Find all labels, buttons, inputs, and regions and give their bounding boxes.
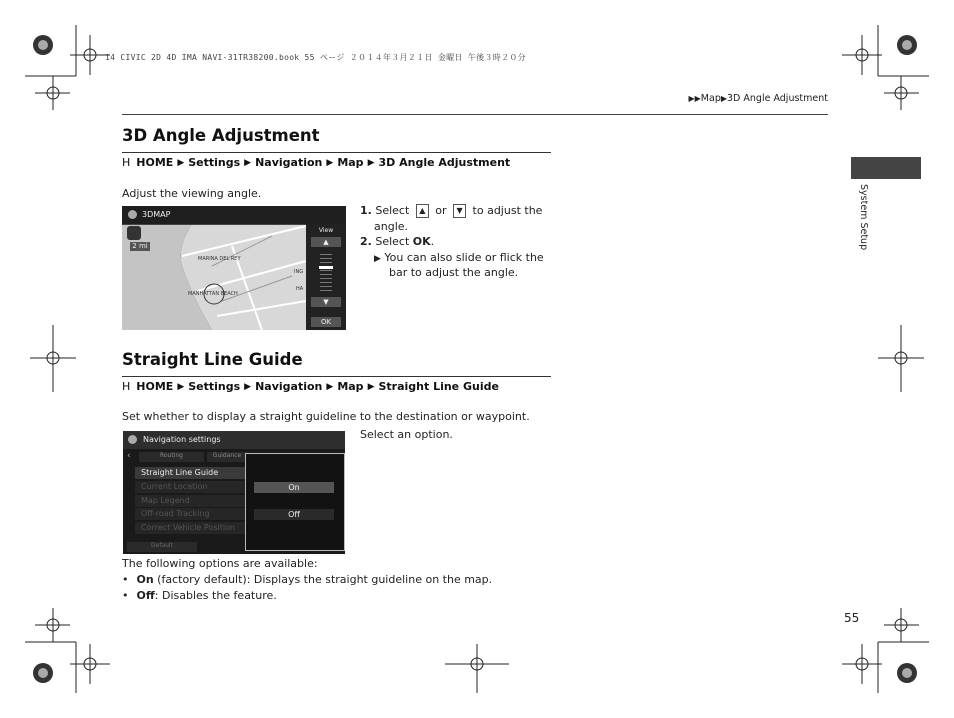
place-manhattan-beach: MANHATTAN BEACH xyxy=(188,291,238,297)
path-home: HOME xyxy=(136,380,174,393)
page-number: 55 xyxy=(844,611,860,625)
note-arrow-icon: ▶ xyxy=(374,254,381,264)
nav-item-offroad[interactable]: Off-road Tracking xyxy=(135,508,253,520)
section-description: Adjust the viewing angle. xyxy=(122,187,262,200)
step-1 xyxy=(360,204,542,218)
place-marina-del-rey: MARINA DEL REY xyxy=(198,256,241,262)
path-settings: Settings xyxy=(188,156,241,169)
note-text: You can also slide or flick the xyxy=(384,251,544,264)
menu-path xyxy=(122,156,510,169)
path-navigation: Navigation xyxy=(255,156,323,169)
option-name: Off xyxy=(136,589,155,602)
gear-icon xyxy=(128,435,137,444)
path-3d-angle: 3D Angle Adjustment xyxy=(378,156,511,169)
step-text: Select xyxy=(375,204,410,217)
path-arrow-icon: ▶ xyxy=(177,157,185,168)
print-header: 14 CIVIC 2D 4D IMA NAVI-31TR38200.book 55 ページ ２０１４年３月２１日 金曜日 午後３時２０分 xyxy=(105,53,526,62)
tab-routing[interactable]: Routing xyxy=(139,452,204,462)
breadcrumb-arrows: ▶▶ xyxy=(688,94,701,103)
breadcrumb-arrow: ▶ xyxy=(720,94,728,103)
list-item xyxy=(122,573,492,586)
option-desc: (factory default): Displays the straight guideline on the map. xyxy=(153,573,493,586)
step-text: or xyxy=(435,204,447,217)
path-arrow-icon: ▶ xyxy=(367,381,375,392)
nav-title: Navigation settings xyxy=(143,435,221,444)
step-ok: OK xyxy=(412,235,431,248)
step-note-continued: bar to adjust the angle. xyxy=(389,266,519,279)
section-description: Set whether to display a straight guideline to the destination or waypoint. xyxy=(122,410,530,423)
list-item xyxy=(122,589,492,602)
view-down-button[interactable]: ▼ xyxy=(311,297,341,307)
section-title-straight-line: Straight Line Guide xyxy=(122,350,303,369)
step-text: Select xyxy=(375,235,410,248)
ok-button[interactable]: OK xyxy=(311,317,341,327)
compass-icon xyxy=(127,226,141,240)
chapter-label: System Setup xyxy=(858,184,869,251)
option-desc: : Disables the feature. xyxy=(154,589,277,602)
breadcrumb-map: Map xyxy=(700,93,721,104)
chapter-tab xyxy=(851,157,921,179)
scale-label: 2 mi xyxy=(130,242,150,251)
nav-item-current-location[interactable]: Current Location xyxy=(135,481,253,493)
view-label: View xyxy=(318,227,334,234)
path-map: Map xyxy=(337,380,364,393)
top-breadcrumb xyxy=(688,93,828,104)
default-button[interactable]: Default xyxy=(127,542,197,552)
step-number: 1. xyxy=(360,204,372,217)
header-rule xyxy=(122,114,828,115)
nav-item-correct-position[interactable]: Correct Vehicle Position xyxy=(135,522,253,534)
tab-guidance[interactable]: Guidance xyxy=(207,452,247,462)
instruction: Select an option. xyxy=(360,428,453,441)
step-text: . xyxy=(430,235,435,248)
angle-slider-thumb[interactable] xyxy=(319,266,333,269)
up-arrow-icon: ▲ xyxy=(416,204,429,218)
option-dialog xyxy=(245,453,345,551)
option-on[interactable]: On xyxy=(254,482,334,493)
map-title-bar xyxy=(122,206,346,225)
step-1-continued: angle. xyxy=(374,220,409,233)
path-arrow-icon: ▶ xyxy=(367,157,375,168)
home-icon: H xyxy=(122,380,131,393)
path-arrow-icon: ▶ xyxy=(244,157,252,168)
section-rule xyxy=(122,152,551,153)
down-arrow-icon: ▼ xyxy=(453,204,466,218)
path-map: Map xyxy=(337,156,364,169)
home-icon: H xyxy=(122,156,131,169)
path-home: HOME xyxy=(136,156,174,169)
path-straight-line: Straight Line Guide xyxy=(378,380,499,393)
path-arrow-icon: ▶ xyxy=(326,381,334,392)
options-intro: The following options are available: xyxy=(122,557,318,570)
step-number: 2. xyxy=(360,235,372,248)
place-ing: ING xyxy=(294,269,304,275)
nav-title-bar xyxy=(123,431,345,449)
section-rule xyxy=(122,376,551,377)
place-ha: HA xyxy=(296,286,304,292)
step-2 xyxy=(360,235,434,248)
menu-path xyxy=(122,380,499,393)
step-note xyxy=(374,251,544,264)
view-up-button[interactable]: ▲ xyxy=(311,237,341,247)
nav-settings-screenshot xyxy=(123,431,345,554)
breadcrumb-current: 3D Angle Adjustment xyxy=(727,93,828,104)
step-text: to adjust the xyxy=(472,204,543,217)
map-title: 3DMAP xyxy=(142,210,171,219)
path-navigation: Navigation xyxy=(255,380,323,393)
section-title-3d-angle: 3D Angle Adjustment xyxy=(122,126,320,145)
option-off[interactable]: Off xyxy=(254,509,334,520)
gear-icon xyxy=(128,210,137,219)
path-arrow-icon: ▶ xyxy=(244,381,252,392)
nav-item-straight-line[interactable]: Straight Line Guide xyxy=(135,467,253,479)
path-arrow-icon: ▶ xyxy=(177,381,185,392)
angle-slider[interactable] xyxy=(320,254,332,294)
nav-item-map-legend[interactable]: Map Legend xyxy=(135,495,253,507)
3dmap-screenshot xyxy=(122,206,346,330)
option-name: On xyxy=(136,573,154,586)
view-panel xyxy=(306,224,346,330)
path-settings: Settings xyxy=(188,380,241,393)
path-arrow-icon: ▶ xyxy=(326,157,334,168)
options-list xyxy=(122,573,492,605)
back-icon[interactable]: ‹ xyxy=(127,451,131,461)
